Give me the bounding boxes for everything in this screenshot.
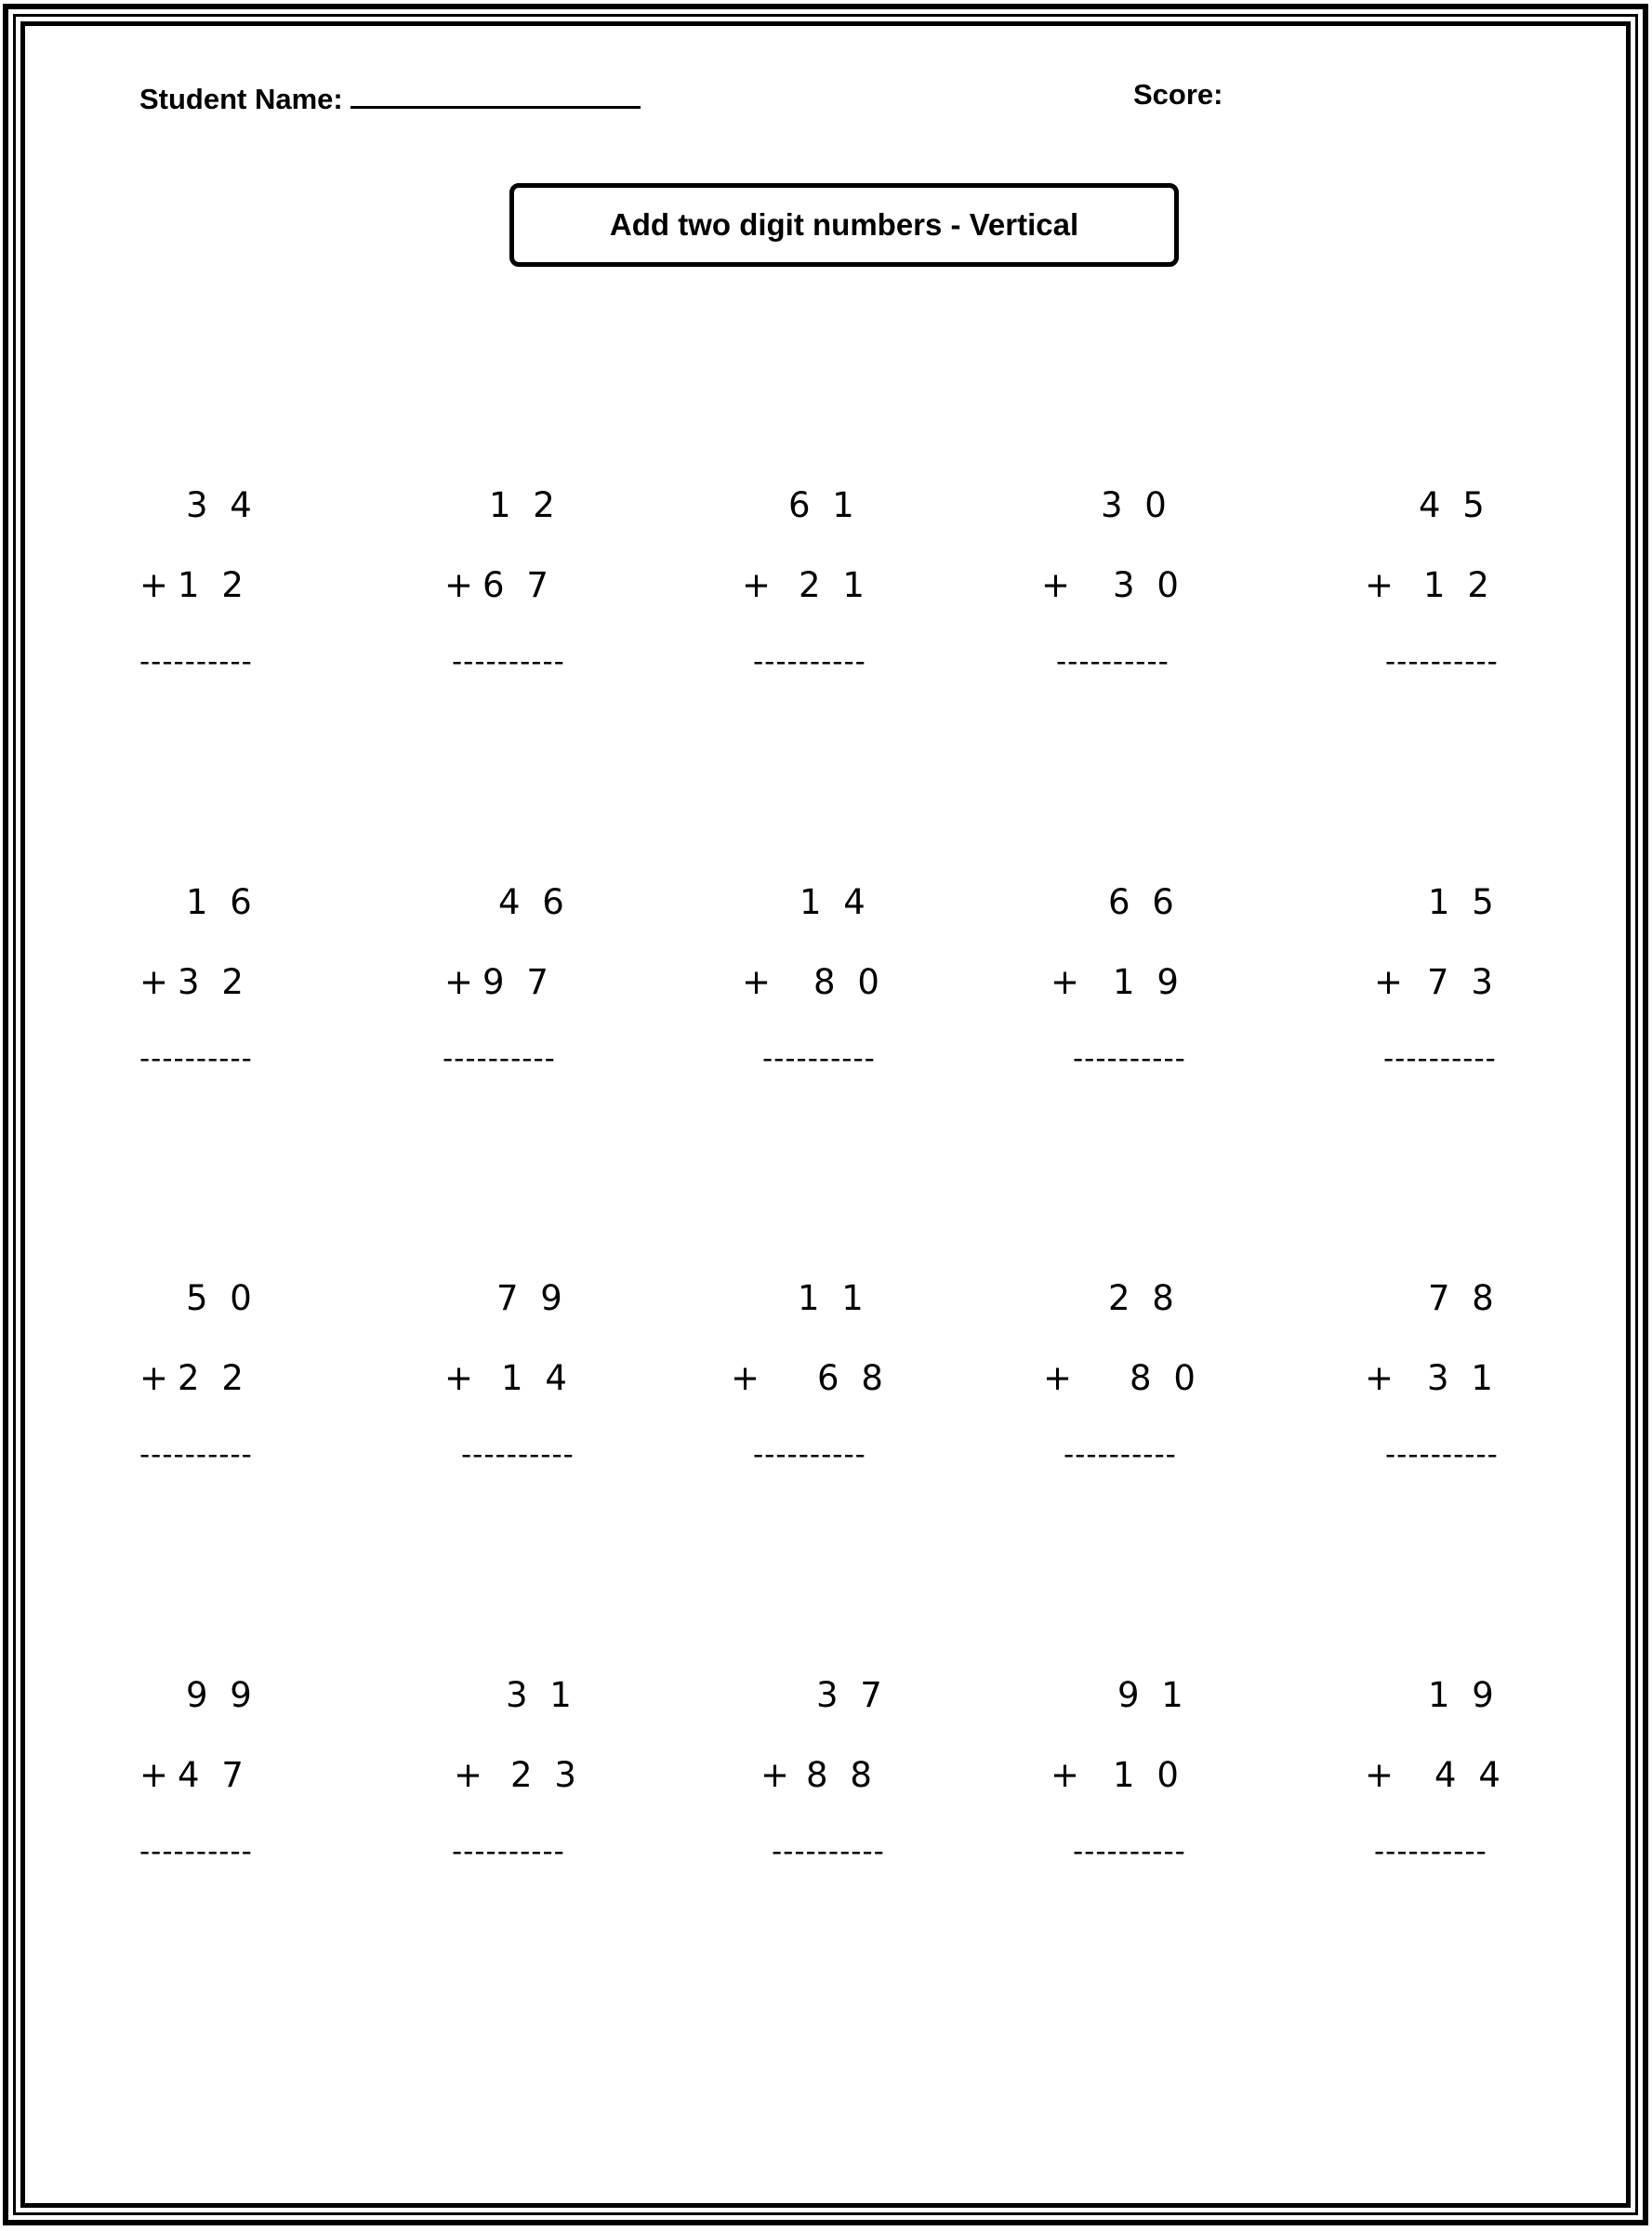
answer-line[interactable]: ---------- [139,645,253,679]
plus-sign: + [1365,1755,1400,1795]
addend-bottom: 3 2 [178,962,249,1002]
addend-bottom: 1 0 [1113,1755,1184,1795]
addend-bottom: 1 2 [1423,565,1495,605]
addend-bottom: 6 8 [817,1358,889,1398]
answer-line[interactable]: ---------- [753,1438,866,1472]
addend-bottom-row [444,565,554,605]
addend-bottom: 9 7 [482,962,554,1002]
addend-bottom: 3 0 [1113,565,1184,605]
answer-line[interactable]: ---------- [1385,645,1499,679]
addend-bottom-row [1041,565,1184,605]
plus-sign: + [1051,1755,1086,1795]
addend-bottom-row [731,1358,889,1398]
addend-bottom-row [454,1755,582,1795]
addend-bottom-row [1051,962,1184,1002]
addend-bottom-row [760,1755,878,1795]
addend-top: 1 9 [1428,1675,1500,1715]
addend-top: 1 5 [1428,882,1500,922]
answer-line[interactable]: ---------- [1374,1835,1487,1868]
addend-bottom: 4 7 [178,1755,249,1795]
addend-top: 1 1 [798,1278,869,1318]
student-name-blank-line[interactable] [350,78,641,109]
answer-line[interactable]: ---------- [1056,645,1170,679]
addend-bottom-row [139,1755,249,1795]
answer-line[interactable]: ---------- [139,1042,253,1076]
answer-line[interactable]: ---------- [1064,1438,1177,1472]
addend-bottom-row [742,565,870,605]
addend-bottom-row [742,962,885,1002]
addend-bottom-row [444,1358,573,1398]
plus-sign: + [444,1358,480,1398]
worksheet-title: Add two digit numbers - Vertical [609,207,1079,242]
answer-line[interactable]: ---------- [1073,1042,1186,1076]
answer-line[interactable]: ---------- [1073,1835,1186,1868]
addend-top: 1 6 [186,882,258,922]
addend-top: 1 2 [489,485,561,525]
student-name-label: Student Name: [139,83,343,115]
plus-sign: + [139,962,175,1002]
plus-sign: + [139,1358,175,1398]
addend-bottom-row [1365,1755,1506,1795]
addend-bottom: 4 4 [1434,1755,1506,1795]
addend-bottom-row [1043,1358,1201,1398]
plus-sign: + [1365,1358,1400,1398]
plus-sign: + [444,565,480,605]
addend-bottom-row [1374,962,1499,1002]
addend-top: 3 7 [816,1675,888,1715]
addend-bottom: 2 2 [178,1358,249,1398]
plus-sign: + [139,565,175,605]
addend-top: 3 1 [506,1675,577,1715]
addend-top: 7 9 [496,1278,568,1318]
addend-bottom: 1 9 [1113,962,1184,1002]
addend-bottom: 1 4 [501,1358,573,1398]
addend-bottom-row [139,962,249,1002]
student-name-field [139,78,641,116]
answer-line[interactable]: ---------- [139,1438,253,1472]
addend-top: 9 9 [186,1675,258,1715]
addend-top: 3 0 [1101,485,1172,525]
addend-top: 4 6 [498,882,570,922]
addend-top: 6 6 [1108,882,1180,922]
addend-top: 6 1 [788,485,860,525]
addend-bottom-row [139,565,249,605]
addend-bottom: 3 1 [1427,1358,1499,1398]
addend-bottom: 7 3 [1427,962,1499,1002]
addend-bottom: 2 3 [510,1755,582,1795]
answer-line[interactable]: ---------- [139,1835,253,1868]
addend-top: 2 8 [1108,1278,1180,1318]
plus-sign: + [1365,565,1400,605]
addend-bottom: 8 0 [1130,1358,1201,1398]
plus-sign: + [1374,962,1409,1002]
plus-sign: + [454,1755,489,1795]
answer-line[interactable]: ---------- [452,645,565,679]
plus-sign: + [1043,1358,1078,1398]
answer-line[interactable]: ---------- [772,1835,885,1868]
page-border-inner [20,21,1631,2208]
addend-bottom: 6 7 [482,565,554,605]
answer-line[interactable]: ---------- [1383,1042,1497,1076]
addend-top: 9 1 [1117,1675,1189,1715]
addend-top: 1 4 [800,882,871,922]
score-label: Score: [1133,78,1223,111]
addend-top: 4 5 [1419,485,1490,525]
addend-bottom-row [139,1358,249,1398]
plus-sign: + [444,962,480,1002]
answer-line[interactable]: ---------- [753,645,866,679]
addend-bottom-row [1051,1755,1184,1795]
addend-bottom: 1 2 [178,565,249,605]
addend-bottom: 8 0 [813,962,885,1002]
answer-line[interactable]: ---------- [762,1042,876,1076]
addend-bottom-row [444,962,554,1002]
addend-bottom-row [1365,1358,1499,1398]
answer-line[interactable]: ---------- [1385,1438,1499,1472]
addend-top: 5 0 [186,1278,258,1318]
addend-bottom: 8 8 [806,1755,878,1795]
plus-sign: + [731,1358,766,1398]
addend-bottom-row [1365,565,1495,605]
plus-sign: + [742,565,777,605]
answer-line[interactable]: ---------- [461,1438,575,1472]
answer-line[interactable]: ---------- [452,1835,565,1868]
plus-sign: + [760,1755,796,1795]
worksheet-title-box [509,183,1179,267]
addend-top: 7 8 [1428,1278,1500,1318]
plus-sign: + [139,1755,175,1795]
answer-line[interactable]: ---------- [443,1042,556,1076]
plus-sign: + [1041,565,1077,605]
addend-bottom: 2 1 [799,565,870,605]
plus-sign: + [1051,962,1086,1002]
plus-sign: + [742,962,777,1002]
addend-top: 3 4 [186,485,258,525]
